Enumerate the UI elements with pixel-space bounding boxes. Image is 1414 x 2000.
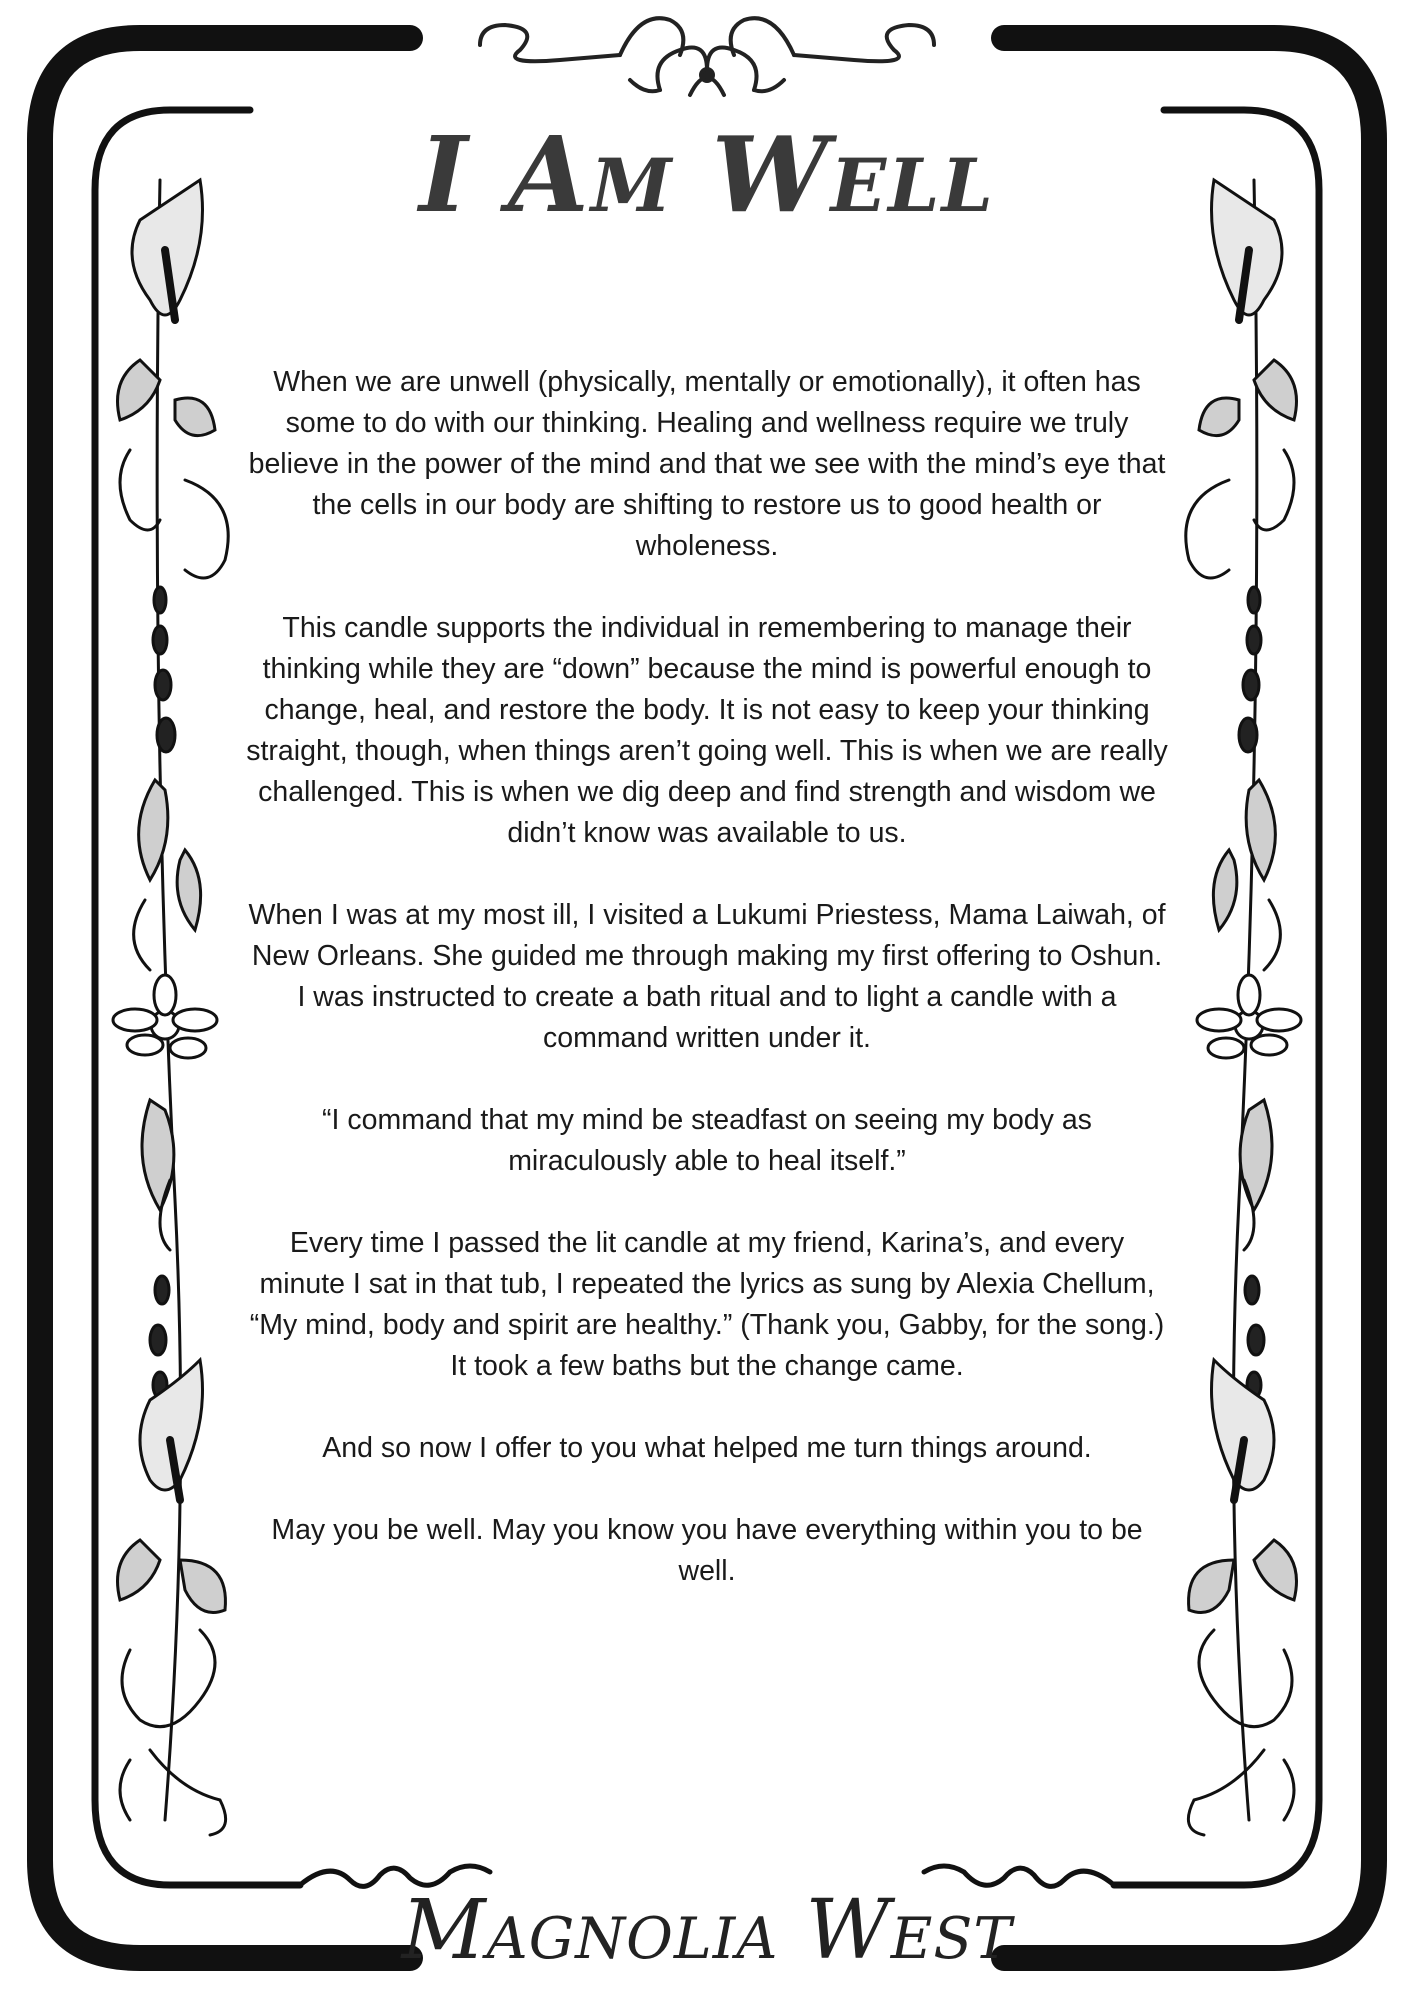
- brand-logo: Magnolia West: [401, 1883, 1013, 1978]
- paragraph: When we are unwell (physically, mentally or emotionally), it often has some to do with our thinking. Healing and wellness require we truly believe in the power of the mind and that we see with the mind’s eye that the cells in our body are shifting to restore us to good health or wholeness.: [248, 366, 1166, 562]
- paragraph: And so now I offer to you what helped me turn things around.: [322, 1432, 1092, 1464]
- top-ornament: [480, 18, 934, 95]
- paragraph: May you be well. May you know you have everything within you to be well.: [271, 1514, 1143, 1587]
- paragraph: Every time I passed the lit candle at my friend, Karina’s, and every minute I sat in that tub, I repeated the lyrics as sung by Alexia Chellum, “My mind, body and spirit are healthy.” (Thank you, Gabby, for the song.) It took a few baths but the change came.: [249, 1227, 1165, 1382]
- paragraph: When I was at my most ill, I visited a Lukumi Priestess, Mama Laiwah, of New Orleans. She guided me through making my first offering to Oshun. I was instructed to create a bath ritual and to light a candle with a command written under it.: [248, 899, 1166, 1054]
- paragraph-command-quote: “I command that my mind be steadfast on seeing my body as miraculously able to heal itself.”: [322, 1104, 1092, 1177]
- paragraph: This candle supports the individual in remembering to manage their thinking while they are “down” because the mind is powerful enough to change, heal, and restore the body. It is not easy to keep your thinking straight, though, when things aren’t going well. This is when we are really challenged. This is when we dig deep and find strength and wisdom we didn’t know was available to us.: [246, 612, 1168, 849]
- body-text: [245, 362, 1169, 1633]
- page-title: I Am Well: [419, 113, 995, 236]
- right-vine: [1186, 180, 1301, 1835]
- left-vine: [113, 180, 228, 1835]
